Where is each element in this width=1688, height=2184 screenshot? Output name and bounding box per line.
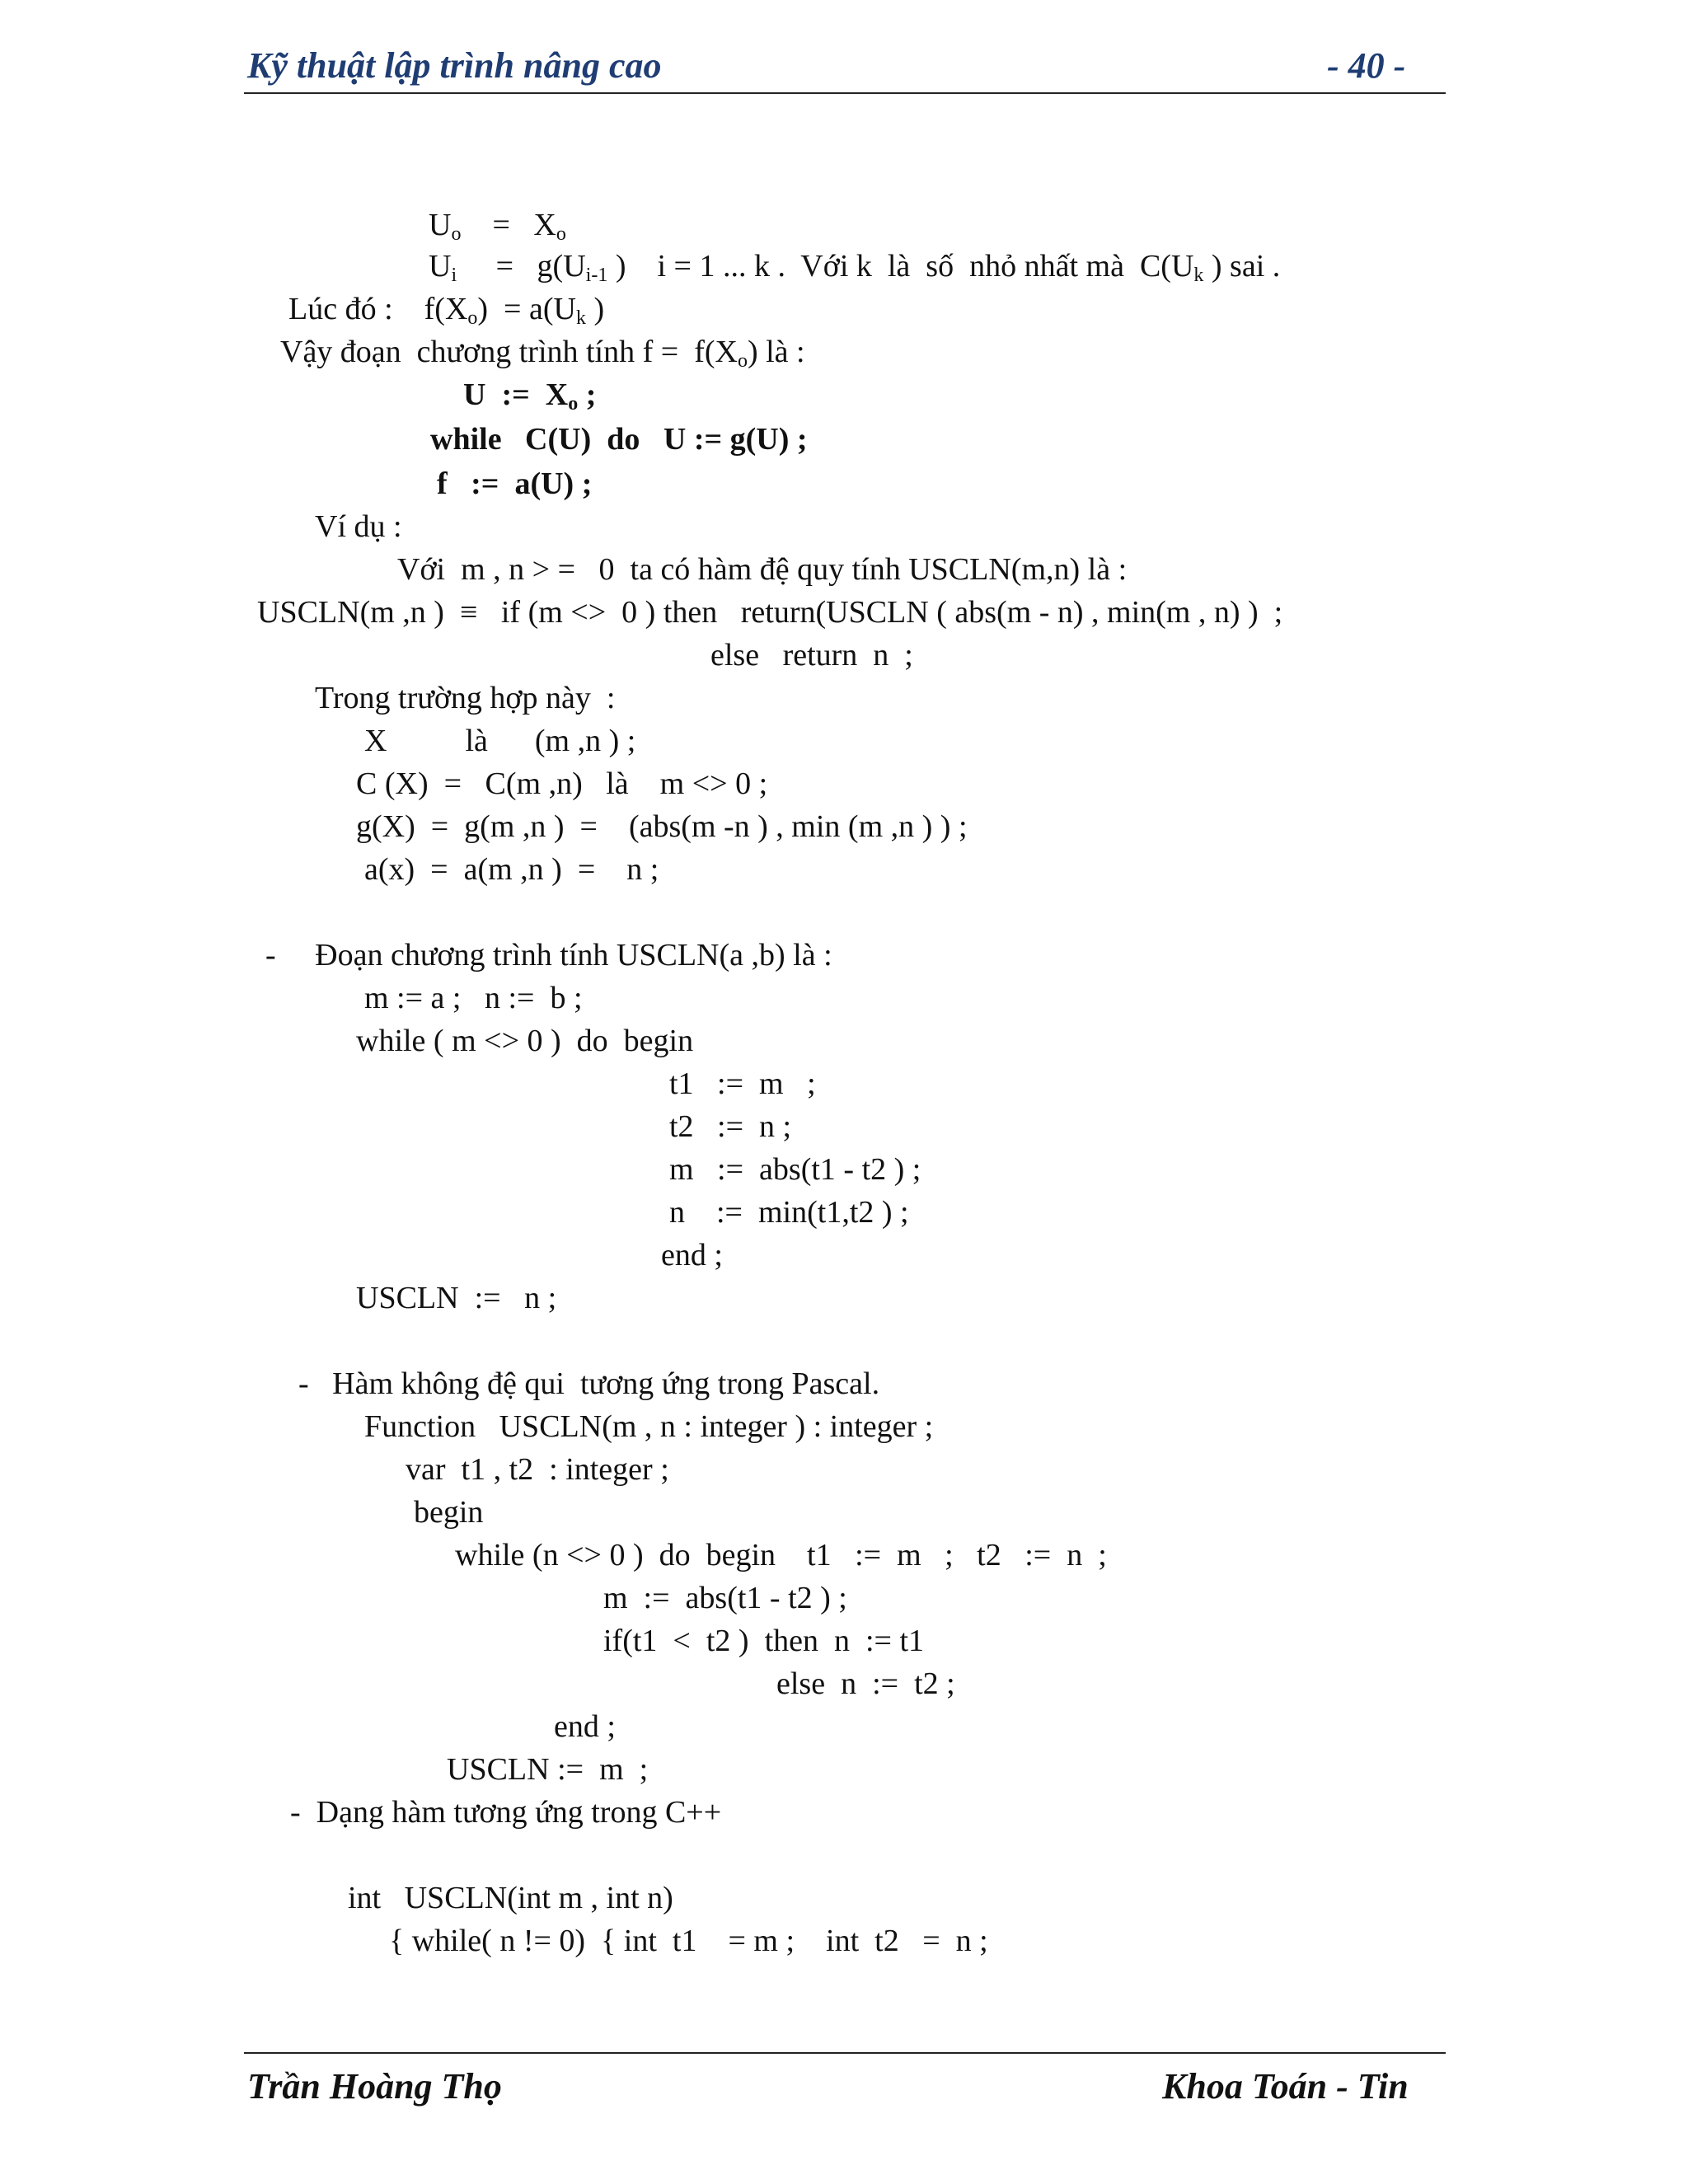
text-line: Trong trường hợp này : — [315, 681, 616, 715]
code-line: f := a(U) ; — [437, 466, 593, 501]
text-line: else return n ; — [710, 638, 913, 673]
footer-rule — [244, 2052, 1446, 2054]
text-line: Vậy đoạn chương trình tính $f = f(X_o)$ là : — [280, 335, 805, 372]
header-rule — [244, 92, 1446, 94]
code-line: while ( m <> 0 ) do begin — [356, 1024, 694, 1058]
text-line: - Dạng hàm tương ứng trong C++ — [290, 1795, 722, 1830]
text-line: a(x) = a(m ,n ) = n ; — [364, 852, 659, 887]
code-line: t1 := m ; — [669, 1066, 816, 1101]
code-line: { while( n != 0) { int t1 = m ; int t2 = n ; — [389, 1924, 988, 1958]
text-line: Ví dụ : — [315, 509, 402, 544]
code-line: else n := t2 ; — [776, 1666, 955, 1701]
footer-department: Khoa Toán - Tin — [1162, 2066, 1409, 2107]
code-line: end ; — [661, 1238, 723, 1272]
code-line: Function USCLN(m , n : integer ) : integer ; — [364, 1409, 934, 1444]
text-line: USCLN(m ,n ) ≡ if (m <> 0 ) then return(USCLN ( abs(m - n) , min(m , n) ) ; — [257, 595, 1283, 630]
text-line: $U_i$ = $g(U_{i-1}$ ) i = 1 ... k . Với k là số nhỏ nhất mà $C(U_k$ ) sai . — [429, 249, 1281, 286]
text-line: - Hàm không đệ qui tương ứng trong Pascal. — [298, 1366, 880, 1401]
text-line: - Đoạn chương trình tính USCLN(a ,b) là : — [265, 938, 832, 972]
text-line: Lúc đó : $f(X_o) = a(U_k$ ) — [288, 292, 605, 329]
code-line: m := abs(t1 - t2 ) ; — [669, 1152, 921, 1187]
code-line: int USCLN(int m , int n) — [348, 1881, 673, 1915]
code-line: n := min(t1,t2 ) ; — [669, 1195, 909, 1230]
code-line: end ; — [554, 1709, 616, 1744]
code-line: USCLN := m ; — [447, 1752, 649, 1787]
text-line: $U_o$ = $X_o$ — [429, 208, 566, 245]
page-number: - 40 - — [1327, 45, 1406, 86]
code-line: while (n <> 0 ) do begin t1 := m ; t2 := n ; — [455, 1538, 1107, 1572]
code-line: m := abs(t1 - t2 ) ; — [603, 1581, 847, 1615]
code-line: m := a ; n := b ; — [364, 981, 583, 1015]
text-line: Với m , n > = 0 ta có hàm đệ quy tính USCLN(m,n) là : — [397, 552, 1128, 587]
footer-author: Trần Hoàng Thọ — [247, 2066, 502, 2107]
code-line: U := $X_o$ ; — [463, 377, 597, 415]
code-line: USCLN := n ; — [356, 1281, 557, 1315]
code-line: while C(U) do U := g(U) ; — [430, 422, 808, 457]
code-line: t2 := n ; — [669, 1109, 792, 1144]
header-title: Kỹ thuật lập trình nâng cao — [247, 45, 662, 86]
text-line: X là (m ,n ) ; — [364, 724, 636, 758]
code-line: if(t1 < t2 ) then n := t1 — [603, 1624, 925, 1658]
text-line: C (X) = C(m ,n) là m <> 0 ; — [356, 766, 768, 801]
code-line: begin — [414, 1495, 484, 1530]
code-line: var t1 , t2 : integer ; — [406, 1452, 669, 1487]
text-line: g(X) = g(m ,n ) = (abs(m -n ) , min (m ,n ) ) ; — [356, 809, 968, 844]
